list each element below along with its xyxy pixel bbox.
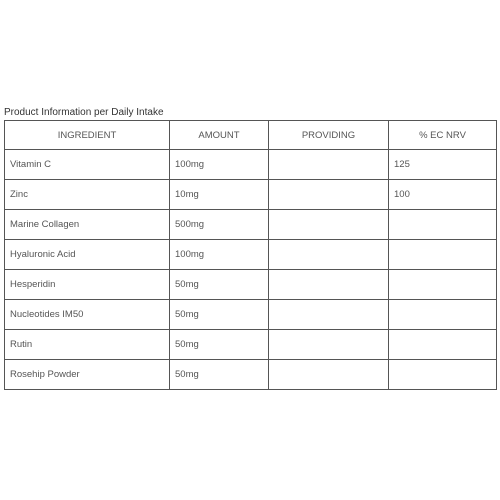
product-information-table <box>4 120 497 390</box>
cell-amount: 100mg <box>170 150 269 180</box>
cell-amount: 10mg <box>170 180 269 210</box>
table-row <box>5 270 497 300</box>
table-caption: Product Information per Daily Intake <box>4 107 164 118</box>
cell-ingredient: Rosehip Powder <box>5 360 170 390</box>
cell-nrv <box>389 210 497 240</box>
cell-nrv: 100 <box>389 180 497 210</box>
table-row <box>5 330 497 360</box>
cell-providing <box>269 360 389 390</box>
table-header-row <box>5 121 497 150</box>
cell-nrv <box>389 300 497 330</box>
cell-providing <box>269 180 389 210</box>
cell-nrv <box>389 330 497 360</box>
cell-nrv: 125 <box>389 150 497 180</box>
cell-providing <box>269 240 389 270</box>
table-row <box>5 300 497 330</box>
cell-amount: 50mg <box>170 300 269 330</box>
cell-nrv <box>389 240 497 270</box>
header-ingredient: INGREDIENT <box>5 121 170 150</box>
cell-providing <box>269 270 389 300</box>
table-row <box>5 150 497 180</box>
header-nrv: % EC NRV <box>389 121 497 150</box>
cell-amount: 100mg <box>170 240 269 270</box>
cell-ingredient: Marine Collagen <box>5 210 170 240</box>
cell-nrv <box>389 360 497 390</box>
cell-ingredient: Zinc <box>5 180 170 210</box>
cell-ingredient: Nucleotides IM50 <box>5 300 170 330</box>
table-row <box>5 360 497 390</box>
cell-providing <box>269 300 389 330</box>
cell-providing <box>269 150 389 180</box>
cell-amount: 50mg <box>170 330 269 360</box>
cell-ingredient: Hyaluronic Acid <box>5 240 170 270</box>
cell-nrv <box>389 270 497 300</box>
table-row <box>5 240 497 270</box>
header-amount: AMOUNT <box>170 121 269 150</box>
table-row <box>5 180 497 210</box>
cell-ingredient: Rutin <box>5 330 170 360</box>
cell-ingredient: Vitamin C <box>5 150 170 180</box>
cell-amount: 50mg <box>170 270 269 300</box>
cell-amount: 500mg <box>170 210 269 240</box>
cell-ingredient: Hesperidin <box>5 270 170 300</box>
cell-amount: 50mg <box>170 360 269 390</box>
header-providing: PROVIDING <box>269 121 389 150</box>
cell-providing <box>269 210 389 240</box>
cell-providing <box>269 330 389 360</box>
table-row <box>5 210 497 240</box>
